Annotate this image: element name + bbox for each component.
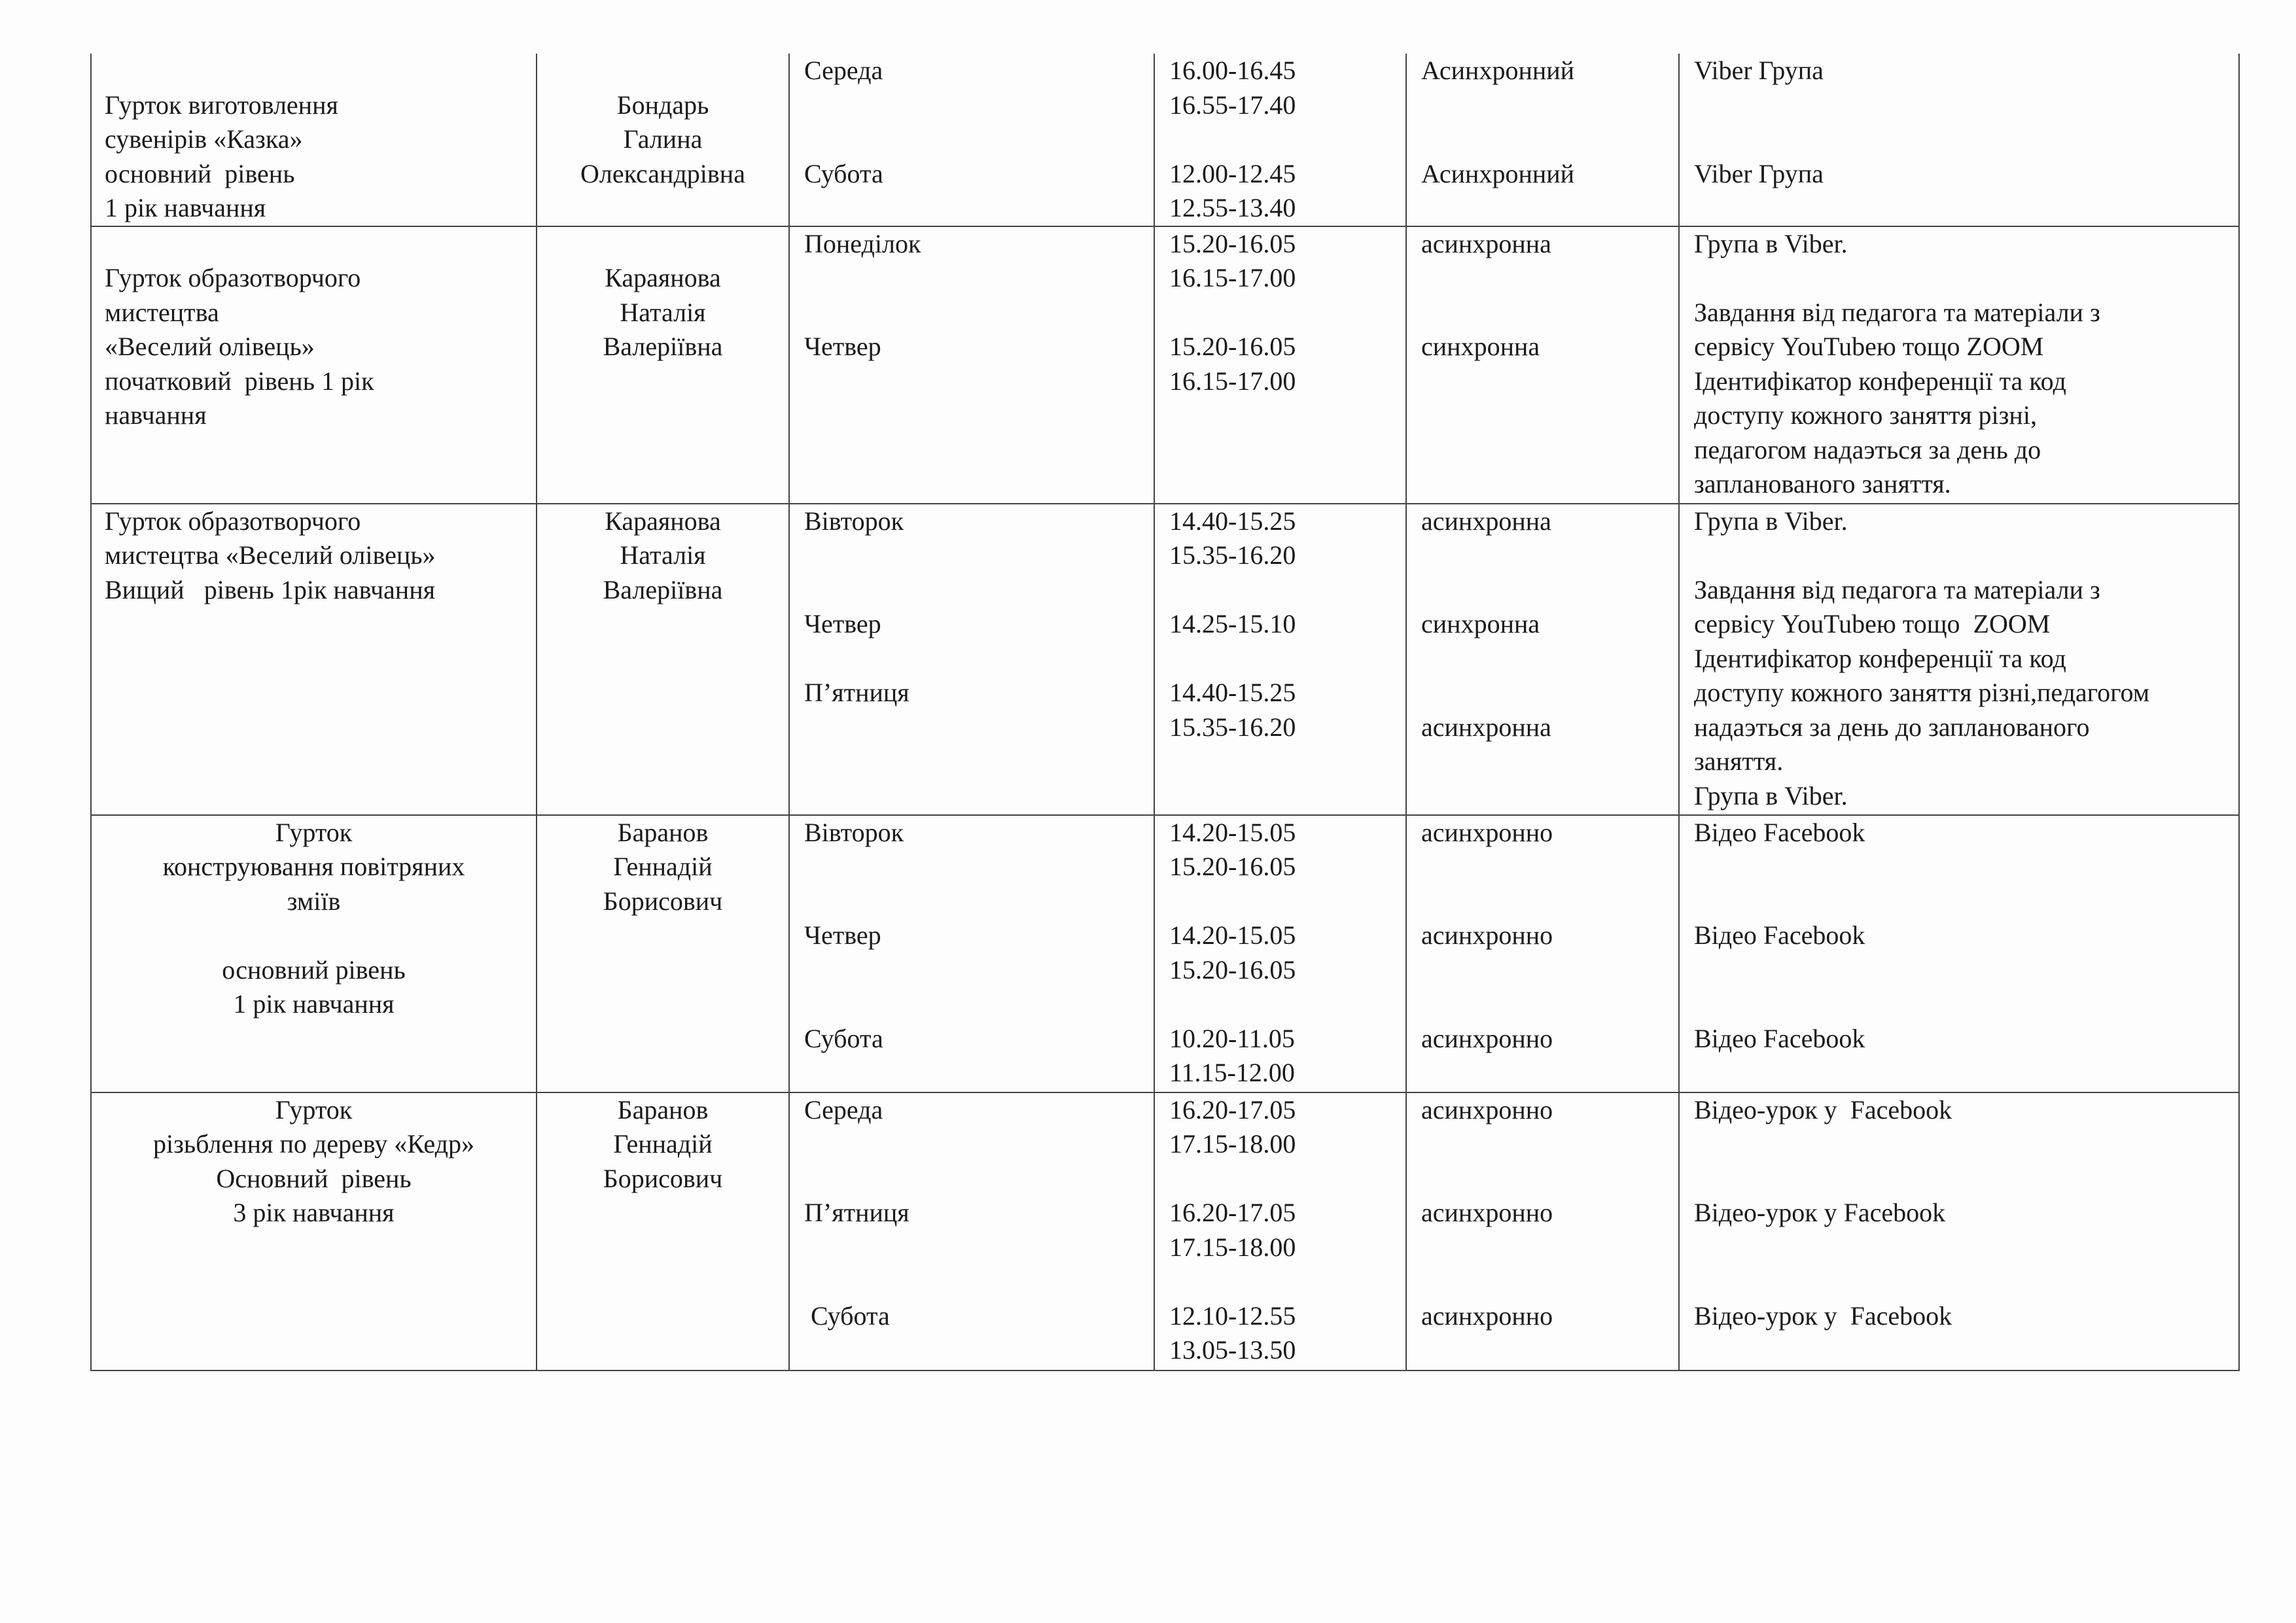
days-cell (789, 54, 1154, 226)
circle-name-cell (91, 226, 537, 504)
circle-name-cell (91, 1092, 537, 1370)
format-cell (1406, 54, 1679, 226)
platform-cell (1679, 1092, 2239, 1370)
platform-text: Відео Facebook Відео Facebook Відео Facebook (1694, 817, 1865, 1053)
times-text: 14.20-15.05 15.20-16.05 14.20-15.05 15.20-16.05 10.20-11.05 11.15-12.00 (1169, 817, 1296, 1087)
teacher-cell (537, 1092, 789, 1370)
teacher-text: Бондарь Галина Олександрівна (580, 90, 745, 188)
circle-name-cell (91, 815, 537, 1092)
days-cell (789, 1092, 1154, 1370)
times-cell (1154, 1092, 1406, 1370)
teacher-cell (537, 815, 789, 1092)
times-text: 16.00-16.45 16.55-17.40 12.00-12.45 12.55-13.40 (1169, 56, 1296, 222)
teacher-text: Караянова Наталія Валеріївна (603, 506, 723, 604)
platform-text: Відео-урок у Facebook Відео-урок у Facebook Відео-урок у Facebook (1694, 1094, 1952, 1331)
circle-name-cell (91, 504, 537, 815)
times-cell (1154, 504, 1406, 815)
format-text: асинхронно асинхронно асинхронно (1421, 817, 1553, 1053)
days-text: Понеділок Четвер (804, 228, 921, 361)
times-cell (1154, 54, 1406, 226)
schedule-body (91, 54, 2239, 1370)
format-cell (1406, 1092, 1679, 1370)
platform-cell (1679, 815, 2239, 1092)
times-text: 16.20-17.05 17.15-18.00 16.20-17.05 17.15-18.00 12.10-12.55 13.05-13.50 (1169, 1094, 1296, 1365)
days-text: Вівторок Четвер П’ятниця (804, 506, 910, 707)
days-text: Вівторок Четвер Субота (804, 817, 904, 1053)
teacher-text: Баранов Геннадій Борисович (603, 817, 723, 916)
platform-cell (1679, 54, 2239, 226)
times-cell (1154, 815, 1406, 1092)
days-text: Середа П’ятниця Субота (804, 1094, 910, 1331)
platform-text: Група в Viber. Завдання від педагога та матеріали з сервісу YouTubeю тощо ZOOM Ідентифікатор конференції та код доступу кожного заняття різні,педагогом надаэться за день до запланованого заняття. Група в Viber. (1694, 506, 2150, 811)
format-text: асинхронна синхронна асинхронна (1421, 506, 1551, 742)
format-text: асинхронно асинхронно асинхронно (1421, 1094, 1553, 1331)
days-cell (789, 815, 1154, 1092)
table-row (91, 815, 2239, 1092)
schedule-table (90, 54, 2240, 1371)
teacher-cell (537, 504, 789, 815)
circle-name-text: Гурток конструювання повітряних зміїв основний рівень 1 рік навчання (162, 817, 465, 1019)
platform-cell (1679, 226, 2239, 504)
days-cell (789, 226, 1154, 504)
platform-text: Viber Група Viber Група (1694, 56, 1824, 188)
days-cell (789, 504, 1154, 815)
table-row (91, 504, 2239, 815)
times-cell (1154, 226, 1406, 504)
circle-name-text: Гурток різьблення по дереву «Кедр» Основний рівень 3 рік навчання (153, 1094, 474, 1227)
circle-name-text: Гурток образотворчого мистецтва «Веселий олівець» початковий рівень 1 рік навчання (105, 263, 374, 430)
teacher-text: Баранов Геннадій Борисович (603, 1094, 723, 1193)
times-text: 14.40-15.25 15.35-16.20 14.25-15.10 14.40-15.25 15.35-16.20 (1169, 506, 1296, 742)
teacher-text: Караянова Наталія Валеріївна (603, 263, 723, 361)
table-row (91, 54, 2239, 226)
table-row (91, 1092, 2239, 1370)
days-text: Середа Субота (804, 56, 883, 188)
times-text: 15.20-16.05 16.15-17.00 15.20-16.05 16.15-17.00 (1169, 228, 1296, 396)
format-cell (1406, 226, 1679, 504)
circle-name-text: Гурток виготовлення сувенірів «Казка» основний рівень 1 рік навчання (105, 90, 338, 222)
teacher-cell (537, 226, 789, 504)
format-text: Асинхронний Асинхронний (1421, 56, 1575, 188)
format-cell (1406, 504, 1679, 815)
platform-cell (1679, 504, 2239, 815)
teacher-cell (537, 54, 789, 226)
format-text: асинхронна синхронна (1421, 228, 1551, 361)
circle-name-cell (91, 54, 537, 226)
platform-text: Група в Viber. Завдання від педагога та матеріали з сервісу YouTubeю тощо ZOOM Ідентифікатор конференції та код доступу кожного заняття різні, педагогом надаэться за день до запланованого заняття. (1694, 228, 2100, 498)
format-cell (1406, 815, 1679, 1092)
table-row (91, 226, 2239, 504)
circle-name-text: Гурток образотворчого мистецтва «Веселий олівець» Вищий рівень 1рік навчання (105, 506, 436, 604)
